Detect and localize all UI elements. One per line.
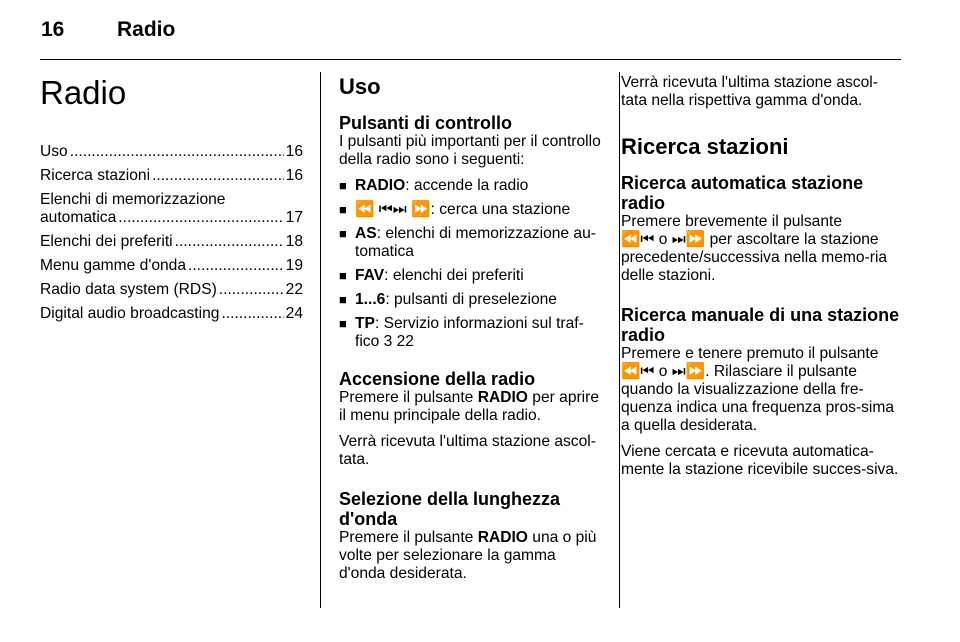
uso-column: [339, 74, 603, 591]
toc-entry-label: Digital audio broadcasting: [40, 305, 220, 322]
list-item: [339, 291, 603, 309]
toc-entry-label: Ricerca stazioni: [40, 167, 151, 184]
item-text: : elenchi dei preferiti: [384, 267, 524, 284]
column-divider-2: [619, 72, 620, 608]
seek-buttons-icon: ⏪ ⏮⏭ ⏩: [355, 201, 431, 218]
toc-entry-label: Radio data system (RDS): [40, 281, 217, 298]
list-item: [339, 267, 603, 285]
key-label: RADIO: [355, 177, 406, 194]
bullet-icon: ■: [339, 202, 347, 217]
controls-intro: I pulsanti più importanti per il controllo della radio sono i seguenti:: [339, 133, 601, 168]
chapter-title: Radio: [40, 74, 127, 111]
toc-entry-page: 16: [285, 143, 303, 160]
continued-paragraph: Verrà ricevuta l'ultima stazione ascol-tata nella rispettiva gamma d'onda.: [621, 74, 878, 109]
key-label: FAV: [355, 267, 385, 284]
seek-back-icon: ⏪⏮: [621, 363, 655, 380]
seek-forward-icon: ⏭⏩: [671, 363, 706, 380]
subheading-auto-search: Ricerca automatica stazione radio: [621, 173, 864, 213]
toc-entry[interactable]: [40, 233, 303, 251]
item-text: : cerca una stazione: [430, 201, 571, 218]
key-label: 1...6: [355, 291, 386, 308]
toc-entry-label: Uso: [40, 143, 68, 160]
power-on-paragraph-2: Verrà ricevuta l'ultima stazione ascol-tata.: [339, 433, 596, 468]
toc-entry-label-cont: automatica: [40, 209, 117, 226]
toc-entry[interactable]: [40, 257, 303, 275]
bullet-icon: ■: [339, 178, 347, 193]
toc-leader: [118, 209, 283, 227]
seek-forward-icon: ⏭⏩: [671, 231, 706, 248]
item-text: : accende la radio: [405, 177, 529, 194]
bullet-icon: ■: [339, 226, 347, 241]
toc-entry[interactable]: [40, 191, 303, 227]
toc-entry[interactable]: [40, 305, 303, 323]
toc-leader: [152, 167, 284, 185]
list-item: [339, 315, 603, 351]
seek-back-icon: ⏪⏮: [621, 231, 655, 248]
toc-leader: [70, 143, 284, 161]
page-number: 16: [41, 18, 65, 41]
auto-search-paragraph: Premere brevemente il pulsante ⏪⏮ o ⏭⏩ per ascoltare la stazione precedente/successiva nella memo-ria delle stazioni.: [621, 213, 888, 284]
key-label: AS: [355, 225, 377, 242]
list-item: [339, 177, 603, 195]
bullet-icon: ■: [339, 268, 347, 283]
toc-entry-page: 17: [285, 209, 303, 226]
toc-entry-page: 19: [285, 257, 303, 274]
toc-entry-label: Elenchi dei preferiti: [40, 233, 173, 250]
list-item: [339, 201, 603, 219]
subheading-controls: Pulsanti di controllo: [339, 113, 513, 133]
manual-search-paragraph: Premere e tenere premuto il pulsante ⏪⏮ o ⏭⏩. Rilasciare il pulsante quando la visualizzazione della fre-quenza indica una frequenza pros-sima a quella desiderata.: [621, 345, 895, 434]
toc-leader: [175, 233, 284, 251]
band-select-paragraph: Premere il pulsante RADIO una o più volte per selezionare la gamma d'onda desiderata.: [339, 529, 597, 582]
toc-entry-label: Menu gamme d'onda: [40, 257, 187, 274]
header-title: Radio: [117, 18, 176, 41]
subheading-manual-search: Ricerca manuale di una stazione radio: [621, 305, 900, 345]
subheading-power-on: Accensione della radio: [339, 369, 536, 389]
item-text: : elenchi di memorizzazione au-tomatica: [355, 225, 596, 260]
toc-entry-page: 24: [285, 305, 303, 322]
search-column: [621, 74, 903, 487]
page-reference-link[interactable]: 3 22: [383, 333, 414, 350]
subheading-band-select: Selezione della lunghezza d'onda: [339, 489, 561, 529]
bullet-icon: ■: [339, 292, 347, 307]
bullet-icon: ■: [339, 316, 347, 331]
toc-entry[interactable]: [40, 167, 303, 185]
item-text: : Servizio informazioni sul traf-fico: [355, 315, 584, 350]
toc-entry[interactable]: [40, 281, 303, 299]
manual-search-paragraph-2: Viene cercata e ricevuta automatica-mente la stazione ricevibile succes-siva.: [621, 443, 899, 478]
toc-column: [40, 74, 303, 329]
item-text: : pulsanti di preselezione: [385, 291, 557, 308]
header-rule: [40, 59, 901, 60]
section-heading-search: Ricerca stazioni: [621, 134, 789, 159]
toc-leader: [221, 305, 283, 323]
key-label: TP: [355, 315, 375, 332]
section-heading-uso: Uso: [339, 74, 381, 99]
toc-entry-label: Elenchi di memorizzazione: [40, 191, 226, 208]
list-item: [339, 225, 603, 261]
power-on-paragraph: Premere il pulsante RADIO per aprire il menu principale della radio.: [339, 389, 600, 424]
toc-leader: [188, 257, 284, 275]
column-divider-1: [320, 72, 321, 608]
toc-entry-page: 18: [285, 233, 303, 250]
toc-entry-page: 22: [285, 281, 303, 298]
toc-leader: [219, 281, 284, 299]
toc-entry-page: 16: [285, 167, 303, 184]
toc-entry[interactable]: [40, 143, 303, 161]
